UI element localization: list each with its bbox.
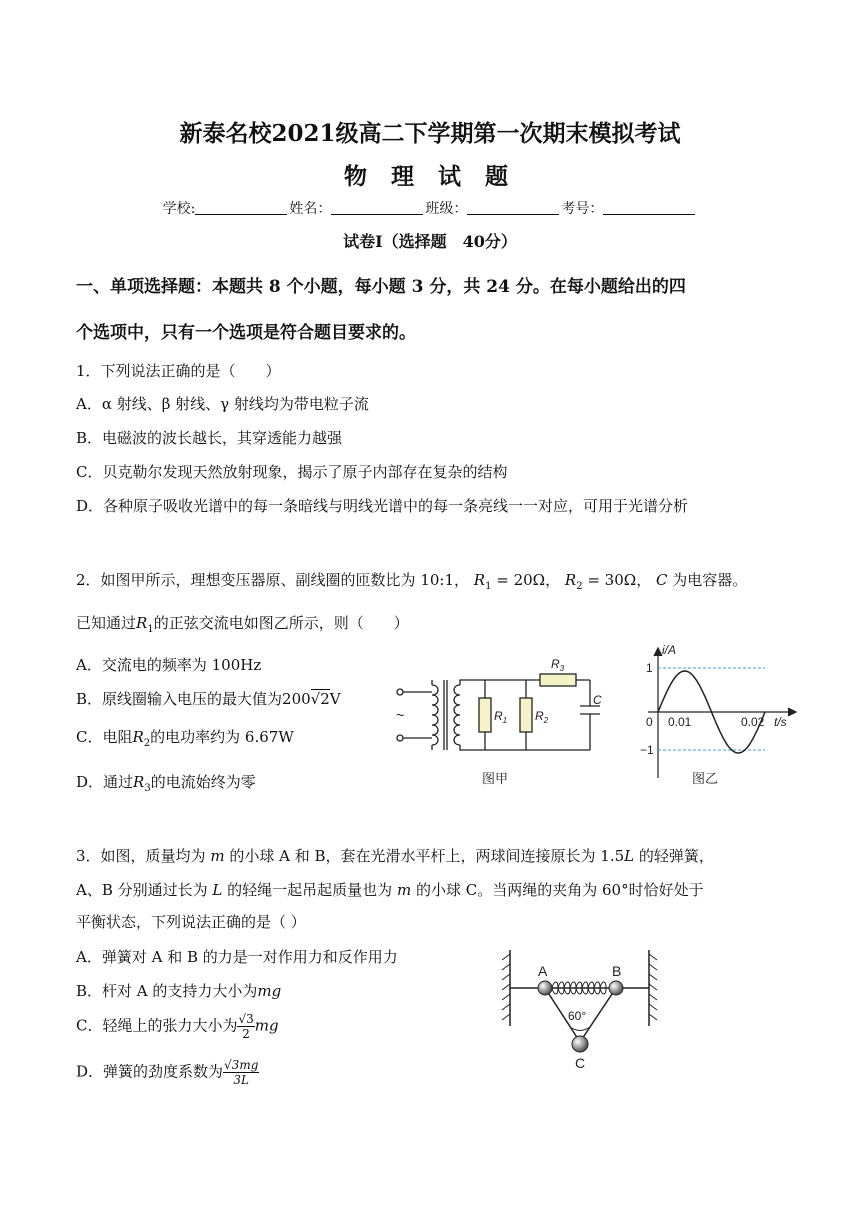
exam-title: 新泰名校2021级高二下学期第一次期末模拟考试	[179, 120, 681, 147]
q1-option-b: B．电磁波的波长越长，其穿透能力越强	[76, 429, 343, 447]
figure-jia-caption: 图甲	[482, 771, 509, 786]
q2-option-d: D．通过$R_3$的电流始终为零	[76, 773, 256, 794]
q3-option-d: D．弹簧的劲度系数为 $\frac{√3mg}{3L}$	[76, 1058, 259, 1087]
q2-option-c: C．电阻$R_2$的电功率约为 6.67W	[76, 728, 294, 749]
r2-label: $R_2$	[535, 709, 549, 725]
figure-yi-caption: 图乙	[692, 771, 719, 786]
r3-label: $R_3$	[551, 657, 565, 673]
part1-heading-line1: 一、单项选择题：本题共 8 个小题，每小题 3 分，共 24 分。在每小题给出的四	[76, 277, 686, 297]
number-blank[interactable]	[603, 200, 695, 215]
r1-label: $R_1$	[494, 709, 508, 725]
ball-b	[609, 981, 623, 995]
resistor-r1	[479, 698, 491, 732]
section-title: 试卷Ⅰ（选择题 40分）	[343, 232, 517, 251]
q2-option-b: B．原线圈输入电压的最大值为200√2V	[76, 690, 341, 708]
capacitor-label: C	[593, 693, 602, 707]
q1-option-d: D．各种原子吸收光谱中的每一条暗线与明线光谱中的每一条亮线一一对应，可用于光谱分析	[76, 497, 689, 515]
q3-option-b: B．杆对 A 的支持力大小为mg	[76, 982, 282, 1000]
ball-c	[572, 1036, 588, 1052]
q3-option-c: C．轻绳上的张力大小为 $\frac{√3}{2}$ mg	[76, 1012, 279, 1041]
q2-option-a: A．交流电的频率为 100Hz	[76, 656, 262, 674]
resistor-r2	[520, 698, 532, 732]
q1-option-c: C．贝克勒尔发现天然放射现象，揭示了原子内部存在复杂的结构	[76, 463, 508, 481]
q3-option-a: A．弹簧对 A 和 B 的力是一对作用力和反作用力	[76, 948, 398, 966]
amplitude-guides	[658, 668, 765, 750]
circuit-diagram	[390, 650, 620, 790]
q2-stem-line1: 2．如图甲所示，理想变压器原、副线圈的匝数比为 10:1， $R_1 = 20\Omega$， $R_2 = 30\Omega$， C 为电容器。	[76, 571, 748, 592]
label-c: C	[575, 1055, 586, 1071]
x-axis-label: t/s	[774, 715, 787, 729]
q1-option-a: A．α 射线、β 射线、γ 射线均为带电粒子流	[76, 395, 369, 413]
school-label: 学校:	[162, 201, 196, 217]
resistor-r3	[540, 674, 576, 686]
q3-stem-line2: A、B 分别通过长为 L 的轻绳一起吊起质量也为 m 的小球 C。当两绳的夹角为 60°时恰好处于	[76, 881, 704, 899]
student-info-line	[0, 198, 860, 218]
q3-stem-line3: 平衡状态，下列说法正确的是（ ）	[76, 913, 306, 931]
primary-coil	[432, 680, 438, 750]
class-blank[interactable]	[467, 200, 559, 215]
tick-label-002: 0.02	[741, 715, 765, 729]
tick-label-0: 0	[646, 715, 653, 729]
q3-stem-line1: 3．如图，质量均为 m 的小球 A 和 B，套在光滑水平杆上，两球间连接原长为 1.5L 的轻弹簧，	[76, 847, 714, 865]
secondary-coil	[454, 685, 460, 745]
spring-balls-diagram	[498, 944, 663, 1074]
number-label: 考号：	[561, 201, 604, 217]
terminal-bottom	[397, 735, 403, 741]
part1-heading-line2: 个选项中，只有一个选项是符合题目要求的。	[76, 323, 416, 343]
capacitor	[580, 706, 600, 714]
y-axis-label: i/A	[662, 643, 677, 657]
tick-label-1: 1	[646, 661, 653, 675]
q1-stem: 1．下列说法正确的是（ ）	[76, 362, 281, 380]
tick-label-minus1: −1	[640, 743, 654, 757]
terminal-top	[397, 689, 403, 695]
name-blank[interactable]	[331, 200, 423, 215]
q2-stem-line2: 已知通过$R_1$的正弦交流电如图乙所示，则（ ）	[76, 614, 409, 635]
label-a: A	[538, 963, 548, 979]
fraction-spring-constant: $\frac{√3mg}{3L}$	[224, 1058, 259, 1087]
angle-label: 60°	[568, 1009, 587, 1023]
tick-label-001: 0.01	[668, 715, 692, 729]
label-b: B	[612, 963, 622, 979]
ball-a	[538, 981, 552, 995]
school-blank[interactable]	[195, 200, 287, 215]
exam-subtitle: 物 理 试 题	[343, 163, 517, 190]
ac-source-symbol: ~	[396, 707, 405, 723]
class-label: 班级：	[425, 201, 468, 217]
name-label: 姓名：	[289, 201, 332, 217]
fraction-sqrt3-over-2: $\frac{√3}{2}$	[238, 1012, 254, 1041]
current-graph	[630, 638, 800, 788]
